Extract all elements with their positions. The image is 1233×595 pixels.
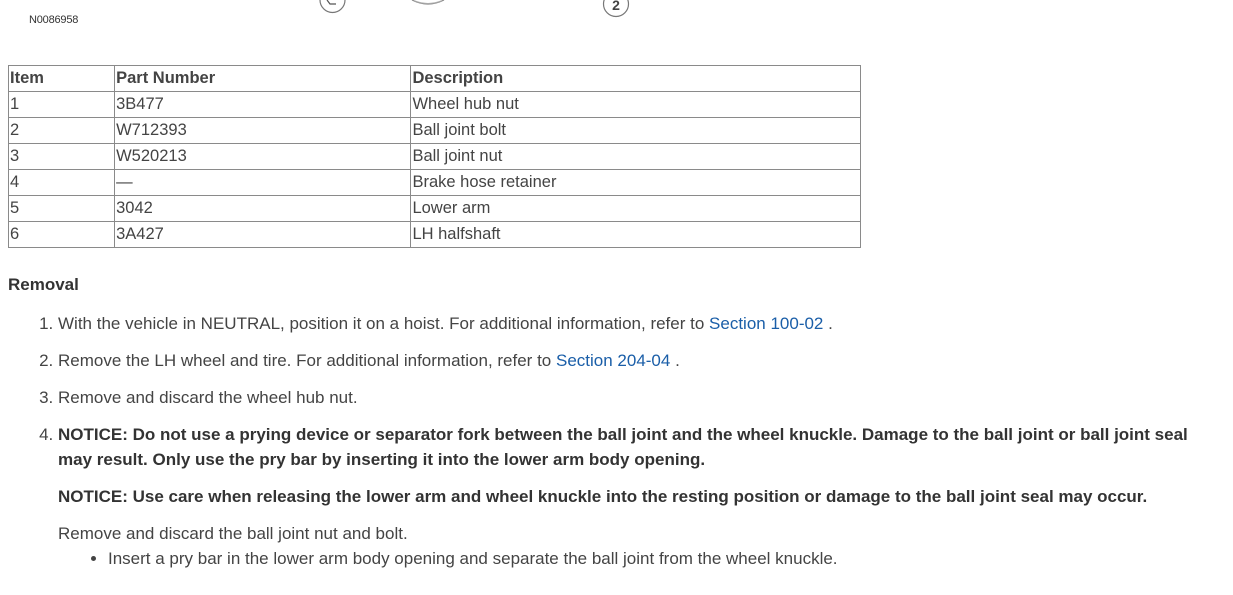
step-3 <box>58 385 1220 410</box>
cell-description: Brake hose retainer <box>411 170 861 196</box>
cell-part-number: 3A427 <box>115 222 411 248</box>
cell-item: 4 <box>9 170 115 196</box>
table-row <box>9 118 861 144</box>
cell-part-number: 3042 <box>115 196 411 222</box>
cell-item: 5 <box>9 196 115 222</box>
cell-item: 3 <box>9 144 115 170</box>
table-row <box>9 196 861 222</box>
step-4-substeps <box>58 546 1220 571</box>
header-description: Description <box>411 66 861 92</box>
section-heading-removal: Removal <box>8 275 79 294</box>
table-row <box>9 170 861 196</box>
callout-glyph-partial <box>327 0 336 4</box>
step-1-text-end: . <box>823 314 833 333</box>
table-row <box>9 144 861 170</box>
illustration-crop <box>0 0 700 20</box>
cell-item: 6 <box>9 222 115 248</box>
header-item: Item <box>9 66 115 92</box>
header-part-number: Part Number <box>115 66 411 92</box>
list-item: • Insert a pry bar in the lower arm body opening and separate the ball joint from the wheel knuckle. <box>108 546 1220 571</box>
cell-part-number: — <box>115 170 411 196</box>
cell-part-number: W712393 <box>115 118 411 144</box>
removal-steps-list <box>0 311 1220 583</box>
section-204-04-link[interactable]: Section 204-04 <box>555 351 671 370</box>
step-2 <box>58 348 1220 373</box>
cell-description: Wheel hub nut <box>411 92 861 118</box>
callout-label-2: 2 <box>612 0 620 13</box>
cell-part-number: 3B477 <box>115 92 411 118</box>
step-2-text-end: . <box>670 351 680 370</box>
step-1-text: With the vehicle in NEUTRAL, position it on a hoist. For additional information, refer to <box>58 314 710 333</box>
cell-description: Lower arm <box>411 196 861 222</box>
cell-part-number: W520213 <box>115 144 411 170</box>
section-100-02-link[interactable]: Section 100-02 <box>709 314 824 333</box>
notice-ball-joint-seal: NOTICE: Use care when releasing the lower arm and wheel knuckle into the resting position or damage to the ball joint seal may occur. <box>58 487 1148 506</box>
cell-description: Ball joint nut <box>411 144 861 170</box>
table-row <box>9 222 861 248</box>
cell-description: LH halfshaft <box>411 222 861 248</box>
cell-item: 2 <box>9 118 115 144</box>
callout-circle-partial-left <box>320 0 345 13</box>
figure-id: N0086958 <box>29 14 79 26</box>
step-4 <box>58 422 1220 571</box>
table-row <box>9 92 861 118</box>
cell-item: 1 <box>9 92 115 118</box>
step-4-text: Remove and discard the ball joint nut and bolt. <box>58 524 408 543</box>
cell-description: Ball joint bolt <box>411 118 861 144</box>
parts-table <box>8 65 861 248</box>
notice-prying-device: 4. NOTICE: Do not use a prying device or separator fork between the ball joint and the wheel knuckle. Damage to the ball joint or ball joint seal may result. Only use the pry bar by inserting it into the lower arm body opening. <box>58 425 1188 469</box>
step-2-text: Remove the LH wheel and tire. For additional information, refer to <box>58 351 556 370</box>
table-header-row <box>9 66 861 92</box>
step-1 <box>58 311 1220 336</box>
illustration-svg <box>0 0 700 20</box>
step-3-text: Remove and discard the wheel hub nut. <box>58 388 358 407</box>
